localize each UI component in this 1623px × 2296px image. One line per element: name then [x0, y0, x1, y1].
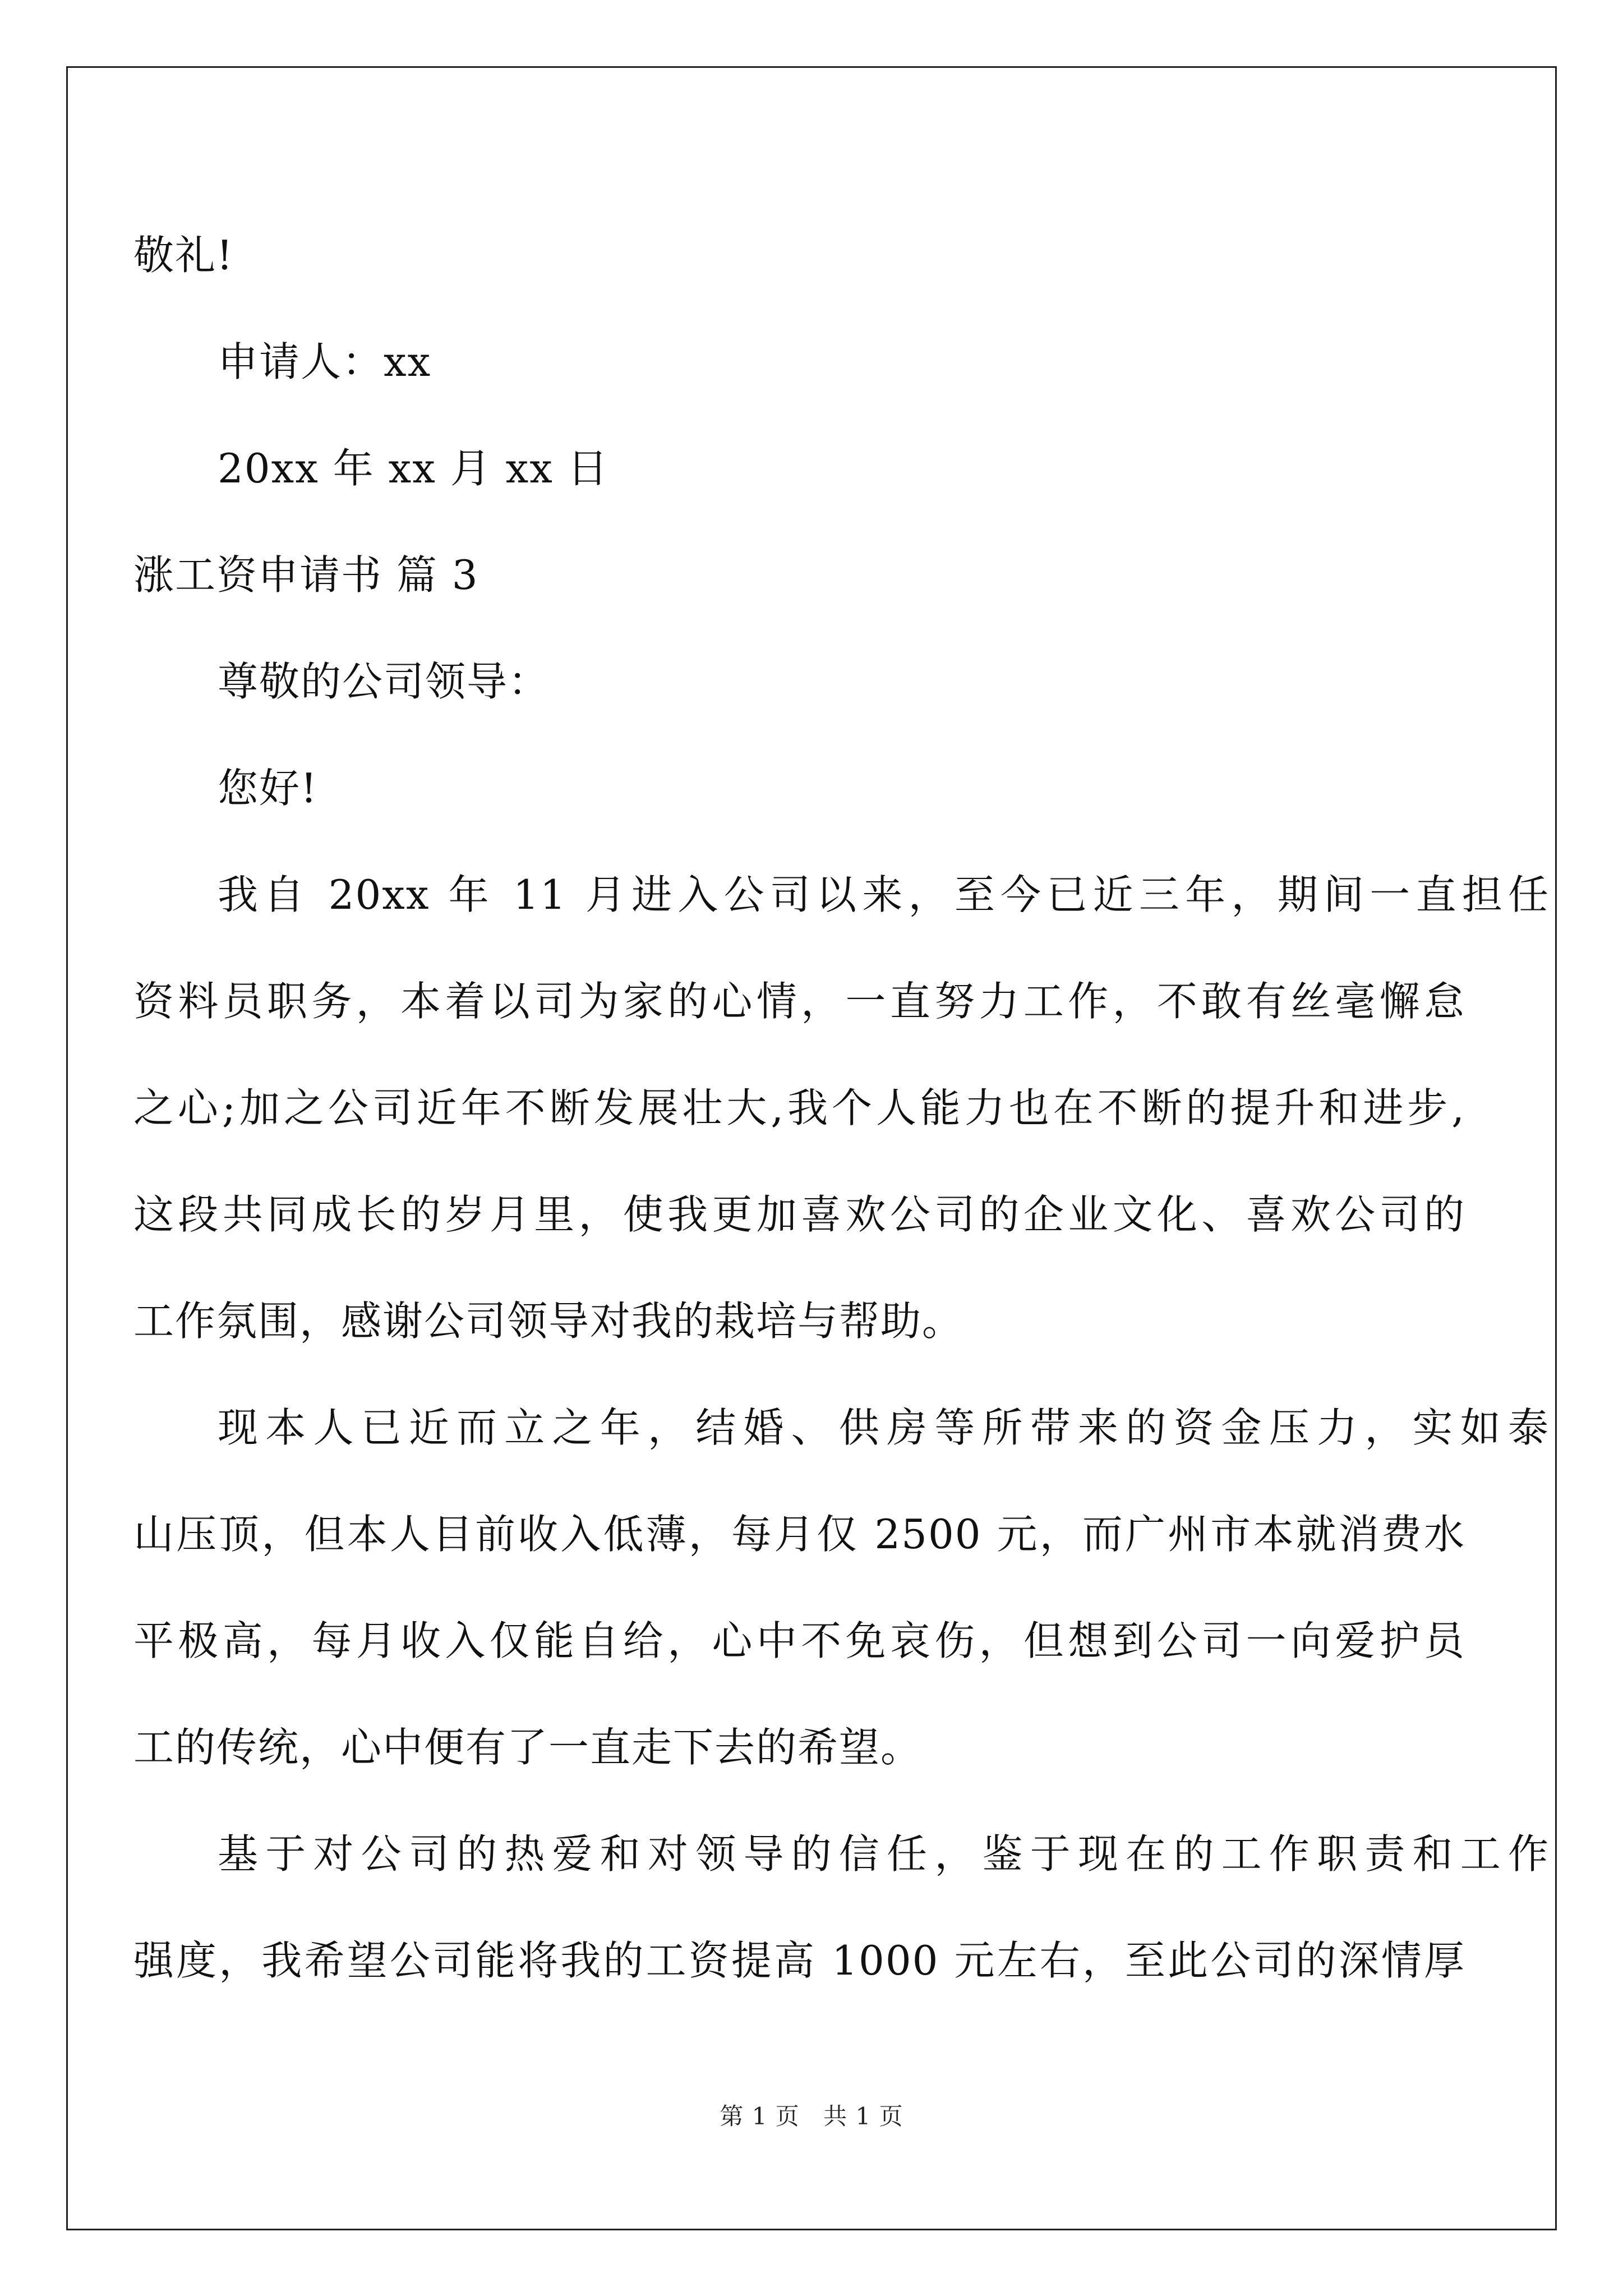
body-line: 基于对公司的热爱和对领导的信任，鉴于现在的工作职责和工作: [218, 1830, 1550, 1878]
body-line: 山压顶，但本人目前收入低薄，每月仅 2500 元，而广州市本就消费水: [133, 1511, 1465, 1558]
body-line: 工作氛围，感谢公司领导对我的栽培与帮助。: [133, 1297, 964, 1345]
closing-salute: 敬礼!: [133, 232, 234, 279]
page-number: 第 1 页: [720, 2102, 800, 2130]
body-line: 平极高，每月收入仅能自给，心中不免哀伤，但想到公司一向爱护员: [133, 1617, 1465, 1664]
body-line: 我自 20xx 年 11 月进入公司以来，至今已近三年，期间一直担任: [218, 871, 1550, 918]
document-body: [133, 202, 1550, 2014]
page-total: 共 1 页: [823, 2102, 903, 2130]
body-line: 资料员职务，本着以司为家的心情，一直努力工作，不敢有丝毫懈怠: [133, 978, 1465, 1025]
greeting: 您好!: [218, 765, 318, 812]
body-line: 现本人已近而立之年，结婚、供房等所带来的资金压力，实如泰: [218, 1404, 1550, 1451]
body-line: 工的传统，心中便有了一直走下去的希望。: [133, 1724, 923, 1771]
body-line: 之心;加之公司近年不断发展壮大,我个人能力也在不断的提升和进步,: [133, 1084, 1465, 1131]
applicant-line: 申请人：xx: [218, 338, 432, 385]
page-footer: [0, 2098, 1623, 2132]
salutation: 尊敬的公司领导：: [218, 658, 550, 705]
date-line: 20xx 年 xx 月 xx 日: [218, 445, 609, 492]
body-line: 强度，我希望公司能将我的工资提高 1000 元左右，至此公司的深情厚: [133, 1937, 1465, 1984]
body-line: 这段共同成长的岁月里，使我更加喜欢公司的企业文化、喜欢公司的: [133, 1191, 1465, 1238]
section-title: 涨工资申请书 篇 3: [133, 551, 479, 599]
